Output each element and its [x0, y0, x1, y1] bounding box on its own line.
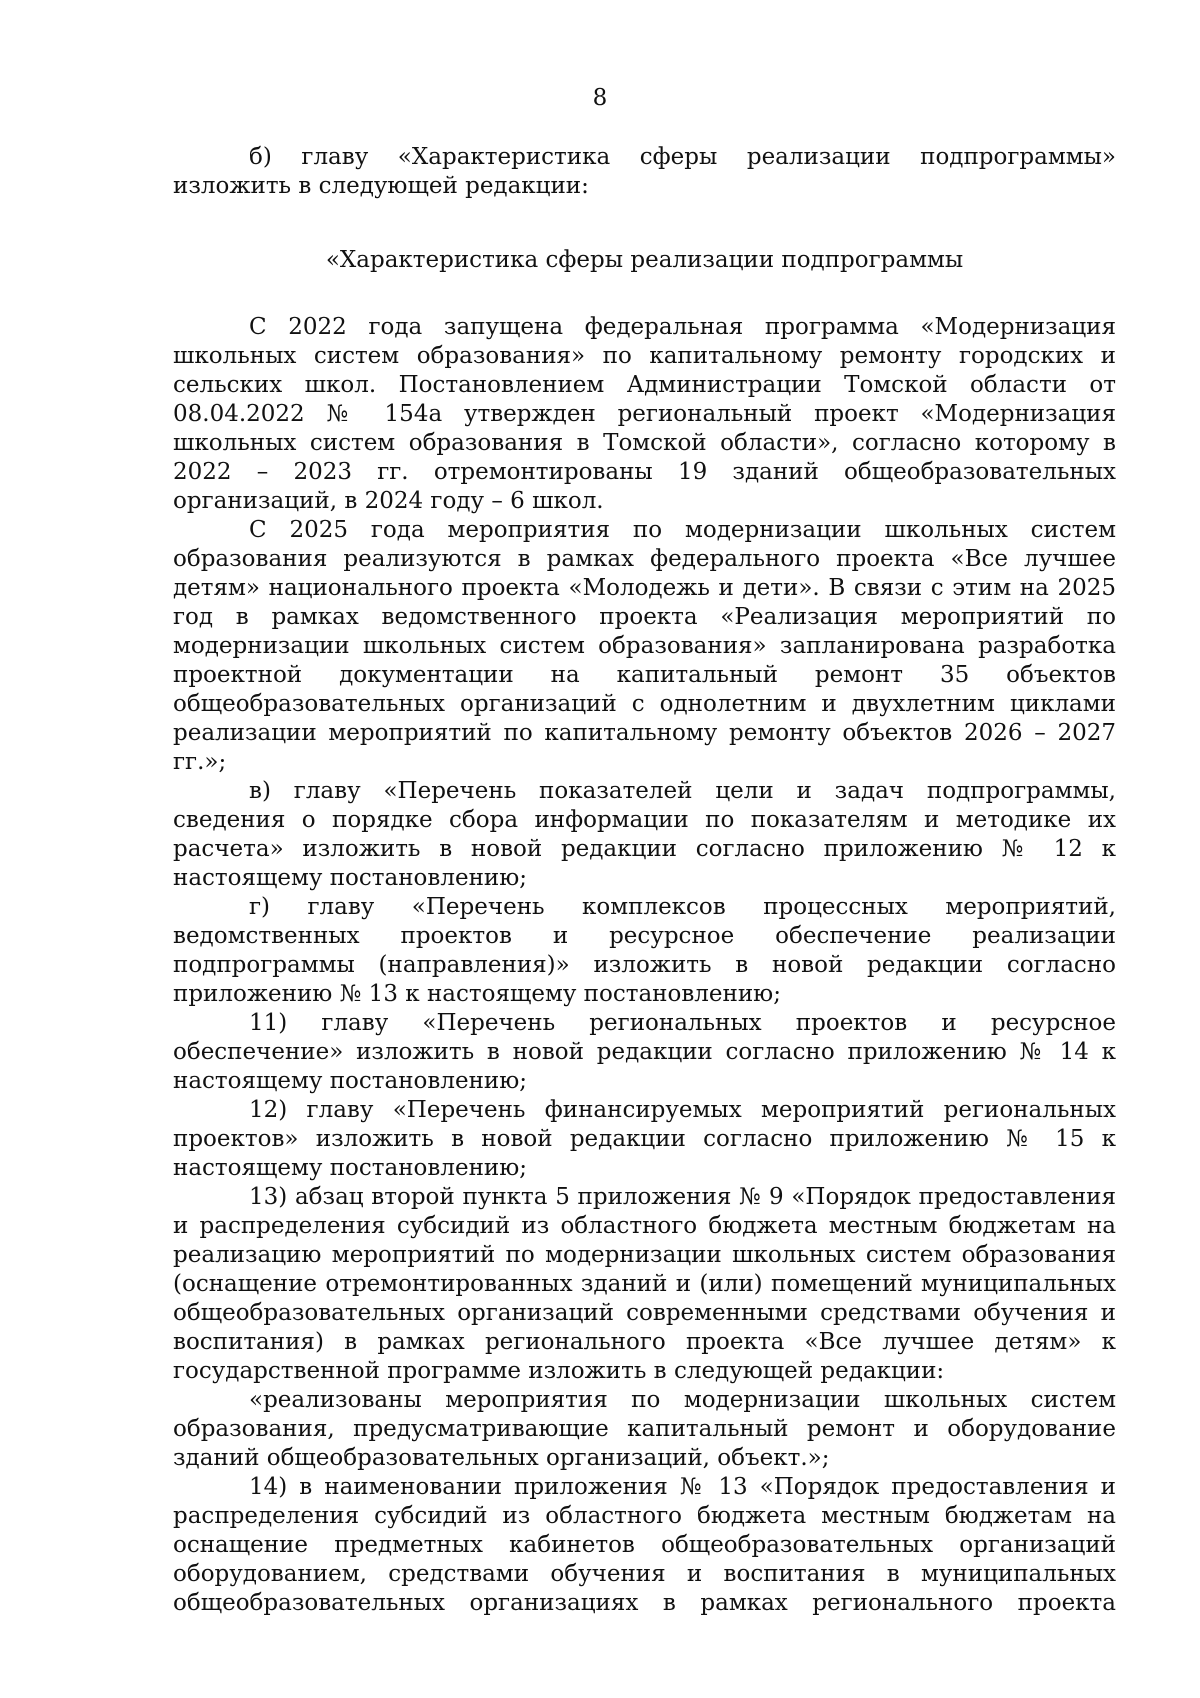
document-body [173, 143, 1116, 1618]
paragraph-2025-measures: С 2025 года мероприятия по модернизации школьных систем образования реализуются в рамках федерального проекта «Все лучшее детям» национального проекта «Молодежь и дети». В связи с этим на 2025 год в рамках ведомственного проекта «Реализация мероприятий по модернизации школьных систем образования» запланирована разработка проектной документации на капитальный ремонт 35 объектов общеобразовательных организаций с однолетним и двухлетним циклами реализации мероприятий по капитальному ремонту объектов 2026 – 2027 гг.»; [173, 517, 1116, 775]
section-heading: «Характеристика сферы реализации подпрограммы [325, 247, 964, 273]
paragraph-quote: «реализованы мероприятия по модернизации школьных систем образования, предусматривающие капитальный ремонт и оборудование зданий общеобразовательных организаций, объект.»; [173, 1387, 1116, 1471]
paragraph-2022-program: С 2022 года запущена федеральная программа «Модернизация школьных систем образования» по капитальному ремонту городских и сельских школ. Постановлением Администрации Томской области от 08.04.2022 № 154а утвержден региональный проект «Модернизация школьных систем образования в Томской области», согласно которому в 2022 – 2023 гг. отремонтированы 19 зданий общеобразовательных организаций, в 2024 году – 6 школ. [173, 314, 1116, 514]
paragraph-12: 12) главу «Перечень финансируемых мероприятий региональных проектов» изложить в новой редакции согласно приложению № 15 к настоящему постановлению; [173, 1097, 1116, 1181]
page-number: 8 [592, 85, 608, 111]
paragraph-13: 13) абзац второй пункта 5 приложения № 9 «Порядок предоставления и распределения субсидий из областного бюджета местным бюджетам на реализацию мероприятий по модернизации школьных систем образования (оснащение отремонтированных зданий и (или) помещений муниципальных общеобразовательных организаций современными средствами обучения и воспитания) в рамках регионального проекта «Все лучшее детям» к государственной программе изложить в следующей редакции: [173, 1184, 1116, 1384]
paragraph-11: 11) главу «Перечень региональных проектов и ресурсное обеспечение» изложить в новой редакции согласно приложению № 14 к настоящему постановлению; [173, 1010, 1116, 1094]
paragraph-g: г) главу «Перечень комплексов процессных мероприятий, ведомственных проектов и ресурсное обеспечение реализации подпрограммы (направления)» изложить в новой редакции согласно приложению № 13 к настоящему постановлению; [173, 894, 1116, 1007]
paragraph-14: 14) в наименовании приложения № 13 «Порядок предоставления и распределения субсидий из областного бюджета местным бюджетам на оснащение предметных кабинетов общеобразовательных организаций оборудованием, средствами обучения и воспитания в муниципальных общеобразовательных организациях в рамках регионального проекта [173, 1474, 1116, 1616]
paragraph-v: в) главу «Перечень показателей цели и задач подпрограммы, сведения о порядке сбора информации по показателям и методике их расчета» изложить в новой редакции согласно приложению № 12 к настоящему постановлению; [173, 778, 1116, 891]
paragraph-b: б) главу «Характеристика сферы реализации подпрограммы» изложить в следующей редакции: [173, 144, 1116, 199]
